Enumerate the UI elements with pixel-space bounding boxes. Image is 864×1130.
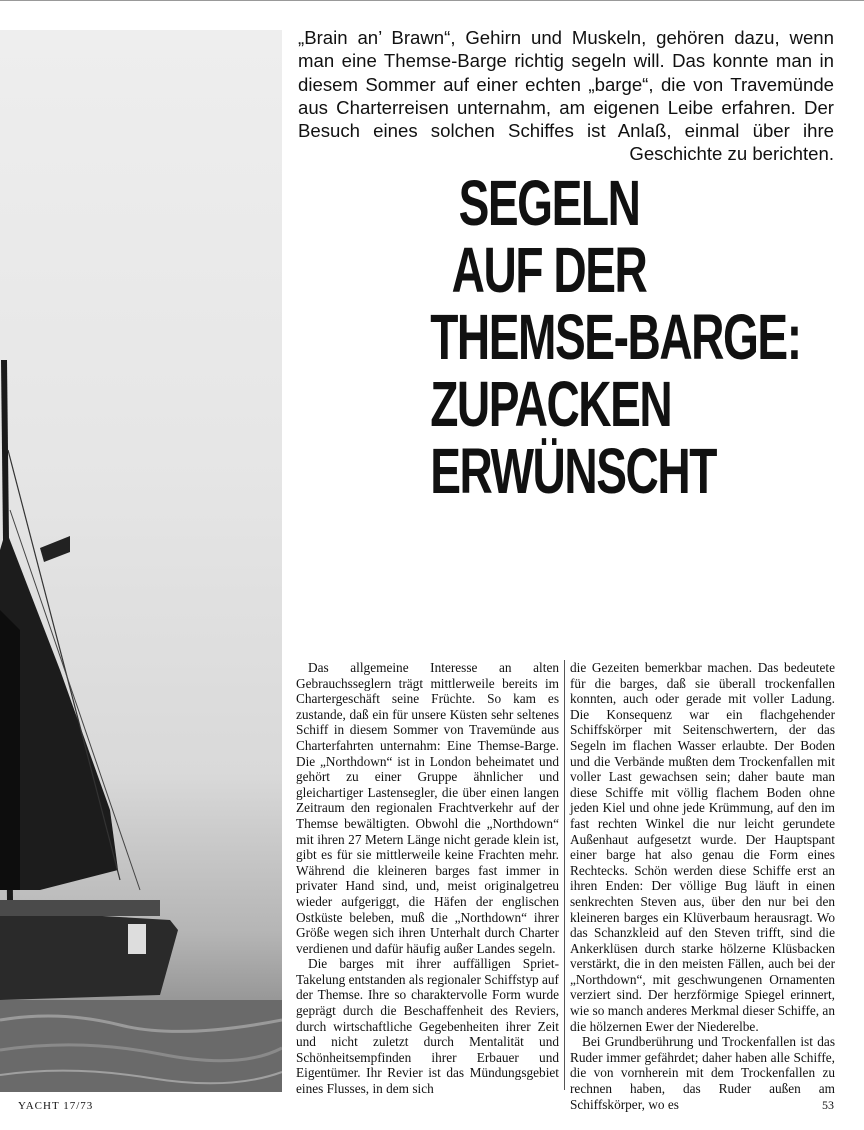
body-column-2 <box>570 660 835 1112</box>
barge-sail-image <box>0 30 282 1092</box>
headline-line-1: SEGELN <box>458 167 640 239</box>
headline-line-4: ZUPACKEN <box>430 368 672 440</box>
body-column-1 <box>296 660 559 1097</box>
intro-paragraph: „Brain an’ Brawn“, Gehirn und Muskeln, gehören dazu, wenn man eine Themse-Barge richtig segeln will. Das konnte man in diesem Sommer auf einer echten „barge“, die von Travemünde aus Charterreisen unternahm, am eigenen Leibe erfahren. Der Besuch eines solchen Schiffes ist Anlaß, einmal über ihre Geschichte zu berichten. <box>298 27 834 165</box>
body-paragraph: die Gezeiten bemerkbar machen. Das bedeutete für die barges, daß sie überall trockenfallen konnten, auch oder gerade mit voller Ladung. Die Konsequenz war ein flachgehender Schiffskörper mit Seitenschwertern, der das Segeln im flachen Wasser erlaubte. Der Boden und die Verbände mußten dem Trockenfallen mit voller Last gewachsen sein; daher baute man diese Schiffe mit völlig flachem Boden ohne jeden Kiel und ohne jede Krümmung, auf den im fast rechten Winkel die nur leicht gerundete Außenhaut aufgesetzt wurde. Der Hauptspant einer barge hat also genau die Form eines Rechtecks. Schön werden diese Schiffe erst an ihren Enden: Der völlige Bug läuft in einen senkrechten Steven aus, über den nur bei den kleineren barges ein Klüverbaum herausragt. Wo das Schanzkleid auf den Steven trifft, sind die Ankerklüsen durch starke hölzerne Klüsbacken verstärkt, die in den meisten Fällen, auch bei der „Northdown“, mit geschwungenen Ornamenten verziert sind. Der herzförmige Spiegel erinnert, wie so manch anderes Merkmal dieser Schiffe, an die hölzernen Ewer der Niederelbe. <box>570 660 835 1034</box>
headline-line-5: ERWÜNSCHT <box>430 435 716 507</box>
body-paragraph: Die barges mit ihrer auffälligen Spriet-Takelung entstanden als regionaler Schiffstyp auf der Themse. Ihre so charaktervolle Form wurde geprägt durch die Beschaffenheit des Reviers, durch wirtschaftliche Gegebenheiten ihrer Zeit und nicht zuletzt durch Mentalität und Schönheitsempfinden ihrer Erbauer und Eigentümer. Ihr Revier ist das Mündungsgebiet eines Flusses, in dem sich <box>296 956 559 1097</box>
headline-line-2: AUF DER <box>451 234 647 306</box>
headline <box>430 167 801 507</box>
body-paragraph: Das allgemeine Interesse an alten Gebrauchsseglern trägt mittlerweile bereits im Chartergeschäft seine Früchte. So kam es zustande, daß ein für unsere Küsten sehr seltenes Schiff in diesem Sommer von Travemünde aus Charterfahrten unternahm: Eine Themse-Barge. Die „Northdown“ ist in London beheimatet und gehört zu einer Gruppe ähnlicher und gleichartiger Lastensegler, die über einen langen Zeitraum den regionalen Frachtverkehr auf der Themse bewältigten. Obwohl die „Northdown“ mit ihren 27 Metern Länge nicht gerade klein ist, gibt es für sie mittlerweile keine Frachten mehr. Während die kleineren barges fast immer in privater Hand sind, und, meist originalgetreu wieder aufgeriggt, die Häfen der englischen Ostküste beleben, muß die „Northdown“ ihrer Größe wegen sich ihren Unterhalt durch Charter verdienen und dafür häufig außer Landes segeln. <box>296 660 559 956</box>
top-rule <box>0 0 864 1</box>
magazine-issue: YACHT 17/73 <box>18 1100 94 1112</box>
barge-photo <box>0 30 282 1092</box>
page-number: 53 <box>822 1098 834 1112</box>
headline-line-3: THEMSE-BARGE: <box>430 301 801 373</box>
column-divider <box>564 660 565 1090</box>
body-paragraph: Bei Grundberührung und Trockenfallen ist das Ruder immer gefährdet; daher haben alle Schiffe, die von vornherein mit dem Trockenfallen zu rechnen haben, das Ruder außen am Schiffskörper, wo es <box>570 1034 835 1112</box>
